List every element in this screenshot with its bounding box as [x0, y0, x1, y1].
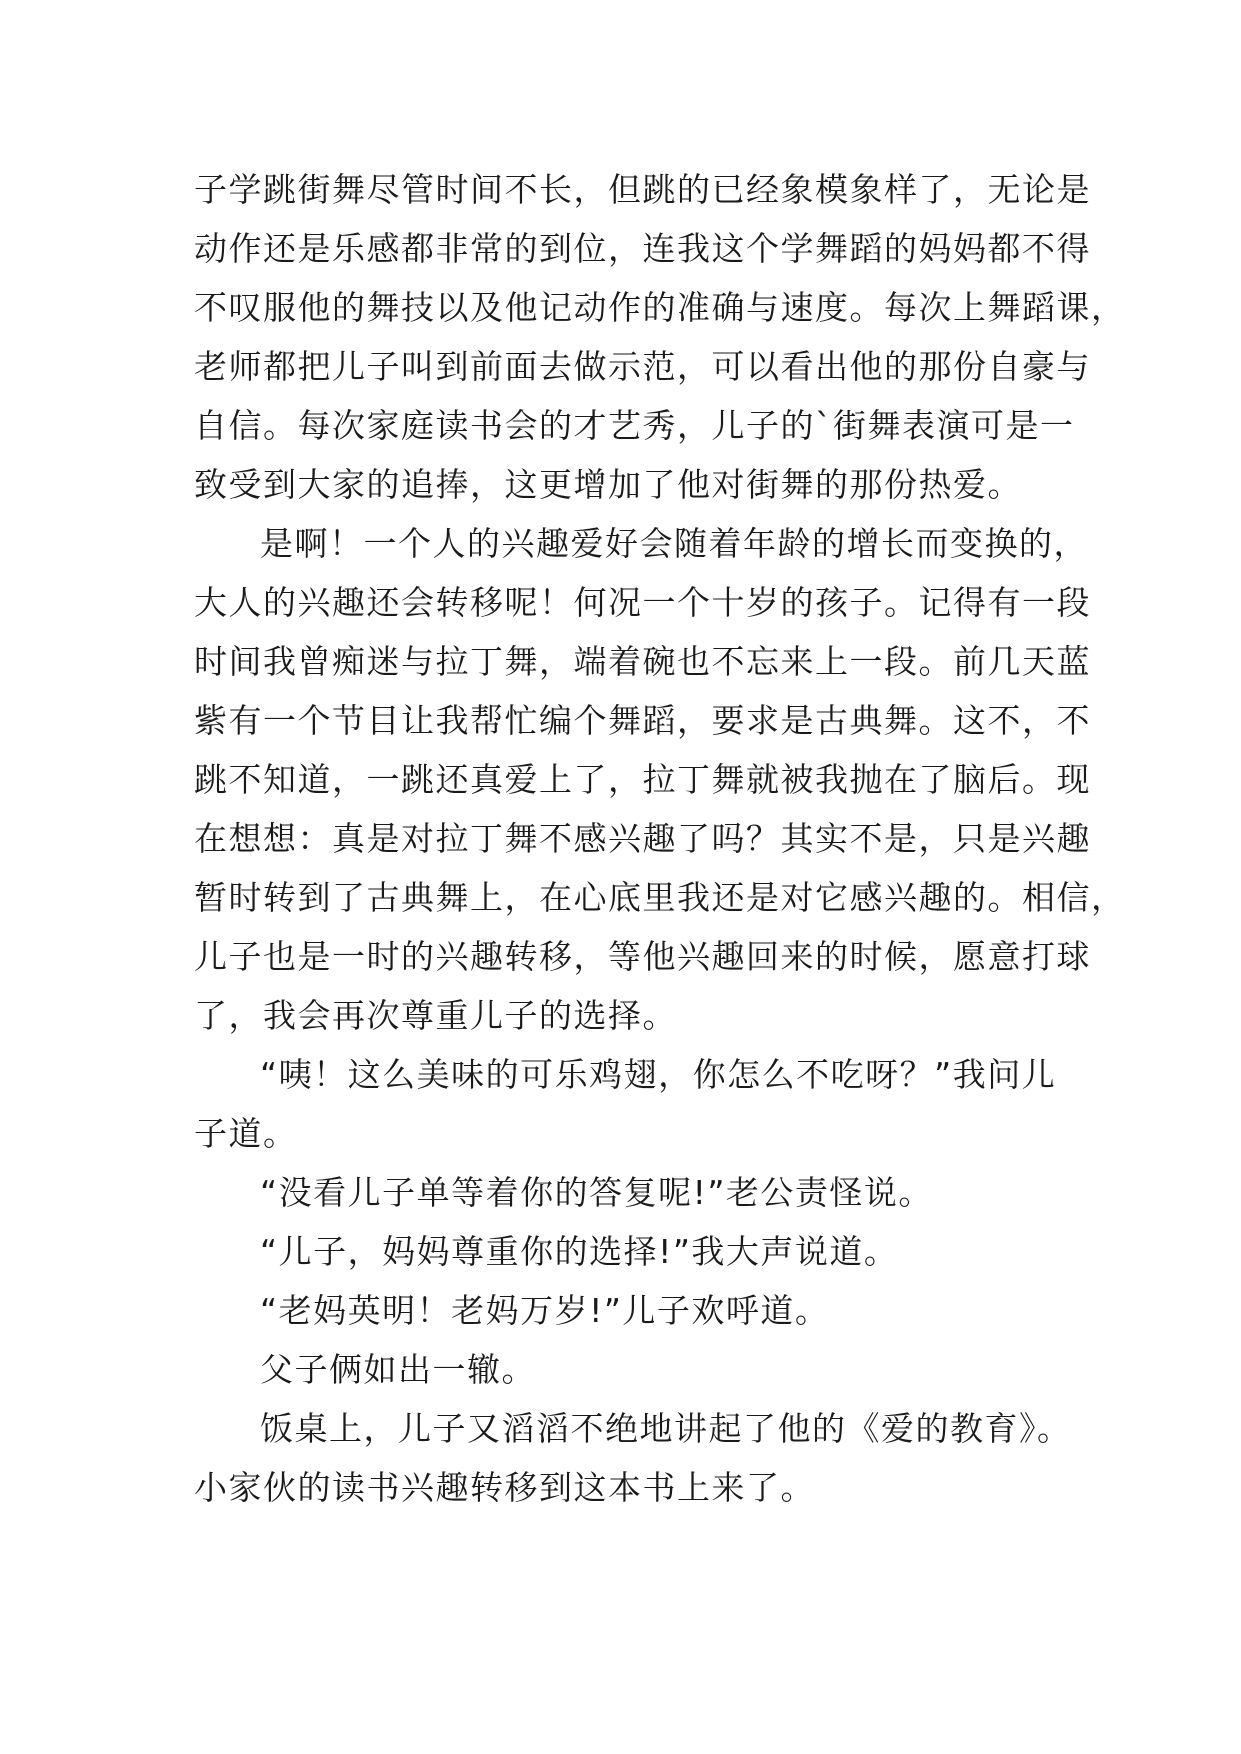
text-line: 大人的兴趣还会转移呢！何况一个十岁的孩子。记得有一段 — [194, 583, 1091, 622]
text-line: 在想想：真是对拉丁舞不感兴趣了吗？其实不是，只是兴趣 — [194, 819, 1091, 858]
text-line: 致受到大家的追捧，这更增加了他对街舞的那份热爱。 — [194, 465, 1022, 504]
document-body — [194, 160, 1126, 1517]
text-line: 紫有一个节目让我帮忙编个舞蹈，要求是古典舞。这不，不 — [194, 701, 1091, 740]
text-line: 自信。每次家庭读书会的才艺秀，儿子的`街舞表演可是一 — [194, 406, 1075, 445]
text-line: 小家伙的读书兴趣转移到这本书上来了。 — [194, 1468, 815, 1507]
text-line: 暂时转到了古典舞上，在心底里我还是对它感兴趣的。相信， — [194, 878, 1126, 917]
paragraph-start-line: “没看儿子单等着你的答复呢!”老公责怪说。 — [260, 1173, 933, 1212]
text-line: 老师都把儿子叫到前面去做示范，可以看出他的那份自豪与 — [194, 347, 1091, 386]
paragraph-start-line: “老妈英明！老妈万岁!”儿子欢呼道。 — [260, 1291, 830, 1330]
text-line: 不叹服他的舞技以及他记动作的准确与速度。每次上舞蹈课， — [194, 288, 1126, 327]
text-line: 跳不知道，一跳还真爱上了，拉丁舞就被我抛在了脑后。现 — [194, 760, 1091, 799]
paragraph-start-line: 饭桌上，儿子又滔滔不绝地讲起了他的《爱的教育》。 — [260, 1409, 1072, 1448]
text-line: 子道。 — [194, 1114, 298, 1153]
text-line: 了，我会再次尊重儿子的选择。 — [194, 996, 677, 1035]
text-line: 子学跳街舞尽管时间不长，但跳的已经象模象样了，无论是 — [194, 170, 1091, 209]
paragraph-start-line: 父子俩如出一辙。 — [260, 1350, 536, 1389]
text-line: 儿子也是一时的兴趣转移，等他兴趣回来的时候，愿意打球 — [194, 937, 1091, 976]
paragraph-start-line: “咦！这么美味的可乐鸡翅，你怎么不吃呀？”我问儿 — [260, 1055, 1057, 1094]
text-line: 动作还是乐感都非常的到位，连我这个学舞蹈的妈妈都不得 — [194, 229, 1091, 268]
paragraph-start-line: 是啊！一个人的兴趣爱好会随着年龄的增长而变换的， — [260, 524, 1088, 563]
text-line: 时间我曾痴迷与拉丁舞，端着碗也不忘来上一段。前几天蓝 — [194, 642, 1091, 681]
paragraph-start-line: “儿子，妈妈尊重你的选择!”我大声说道。 — [260, 1232, 899, 1271]
